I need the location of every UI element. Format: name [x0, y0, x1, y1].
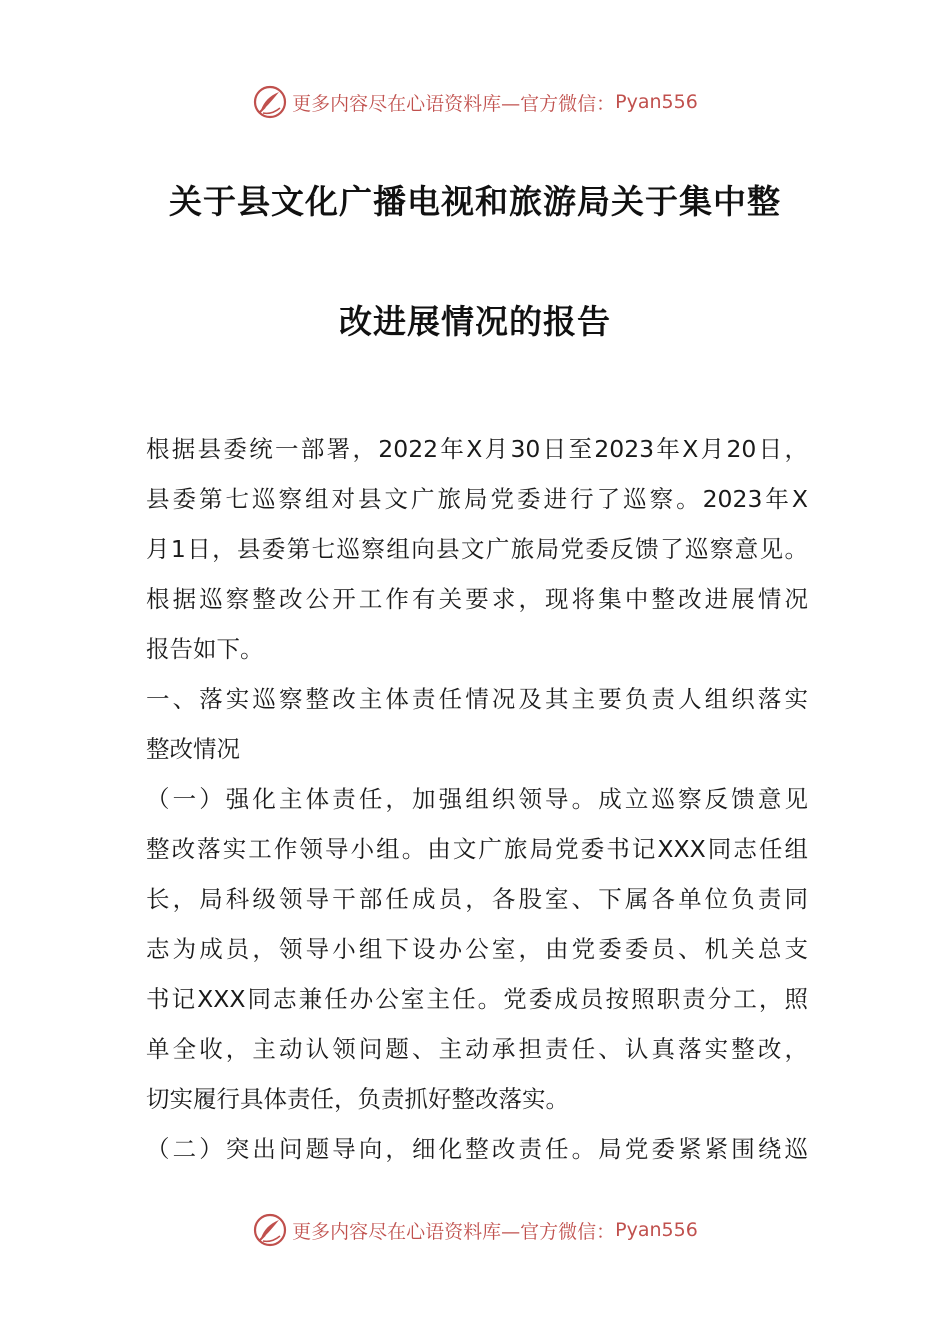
section-heading: 一、落实巡察整改主体责任情况及其主要负责人组织落实: [146, 685, 808, 713]
body-line: 书记XXX同志兼任办公室主任。党委成员按照职责分工，照: [146, 985, 808, 1013]
body-line: 志为成员，领导小组下设办公室，由党委委员、机关总支: [146, 935, 808, 963]
body-line: 根据巡察整改公开工作有关要求，现将集中整改进展情况: [146, 585, 808, 613]
body-line: 长，局科级领导干部任成员，各股室、下属各单位负责同: [146, 885, 808, 913]
pen-logo-icon: [252, 1212, 288, 1248]
body-line: 月1日，县委第七巡察组向县文广旅局党委反馈了巡察意见。: [146, 535, 808, 563]
body-line: （二）突出问题导向，细化整改责任。局党委紧紧围绕巡: [146, 1135, 808, 1163]
footer-watermark: [0, 1210, 950, 1250]
body-line: （一）强化主体责任，加强组织领导。成立巡察反馈意见: [146, 785, 808, 813]
document-title-line-2: 改进展情况的报告: [339, 302, 611, 341]
section-heading: 整改情况: [146, 735, 240, 763]
body-line: 根据县委统一部署，2022年X月30日至2023年X月20日，: [146, 435, 808, 463]
body-line: 县委第七巡察组对县文广旅局党委进行了巡察。2023年X: [146, 485, 808, 513]
body-line: 切实履行具体责任，负责抓好整改落实。: [146, 1085, 569, 1113]
watermark-text: 更多内容尽在心语资料库—官方微信：: [292, 1220, 616, 1243]
body-line: 整改落实工作领导小组。由文广旅局党委书记XXX同志任组: [146, 835, 808, 863]
header-watermark: [0, 82, 950, 122]
body-line: 单全收，主动认领问题、主动承担责任、认真落实整改，: [146, 1035, 808, 1063]
body-line: 报告如下。: [146, 635, 264, 663]
watermark-wechat-id: Pyan556: [615, 1219, 698, 1241]
document-title-line-1: 关于县文化广播电视和旅游局关于集中整: [169, 182, 781, 221]
watermark-wechat-id: Pyan556: [615, 91, 698, 113]
pen-logo-icon: [252, 84, 288, 120]
watermark-text: 更多内容尽在心语资料库—官方微信：: [292, 92, 616, 115]
document-body: [146, 424, 808, 1174]
